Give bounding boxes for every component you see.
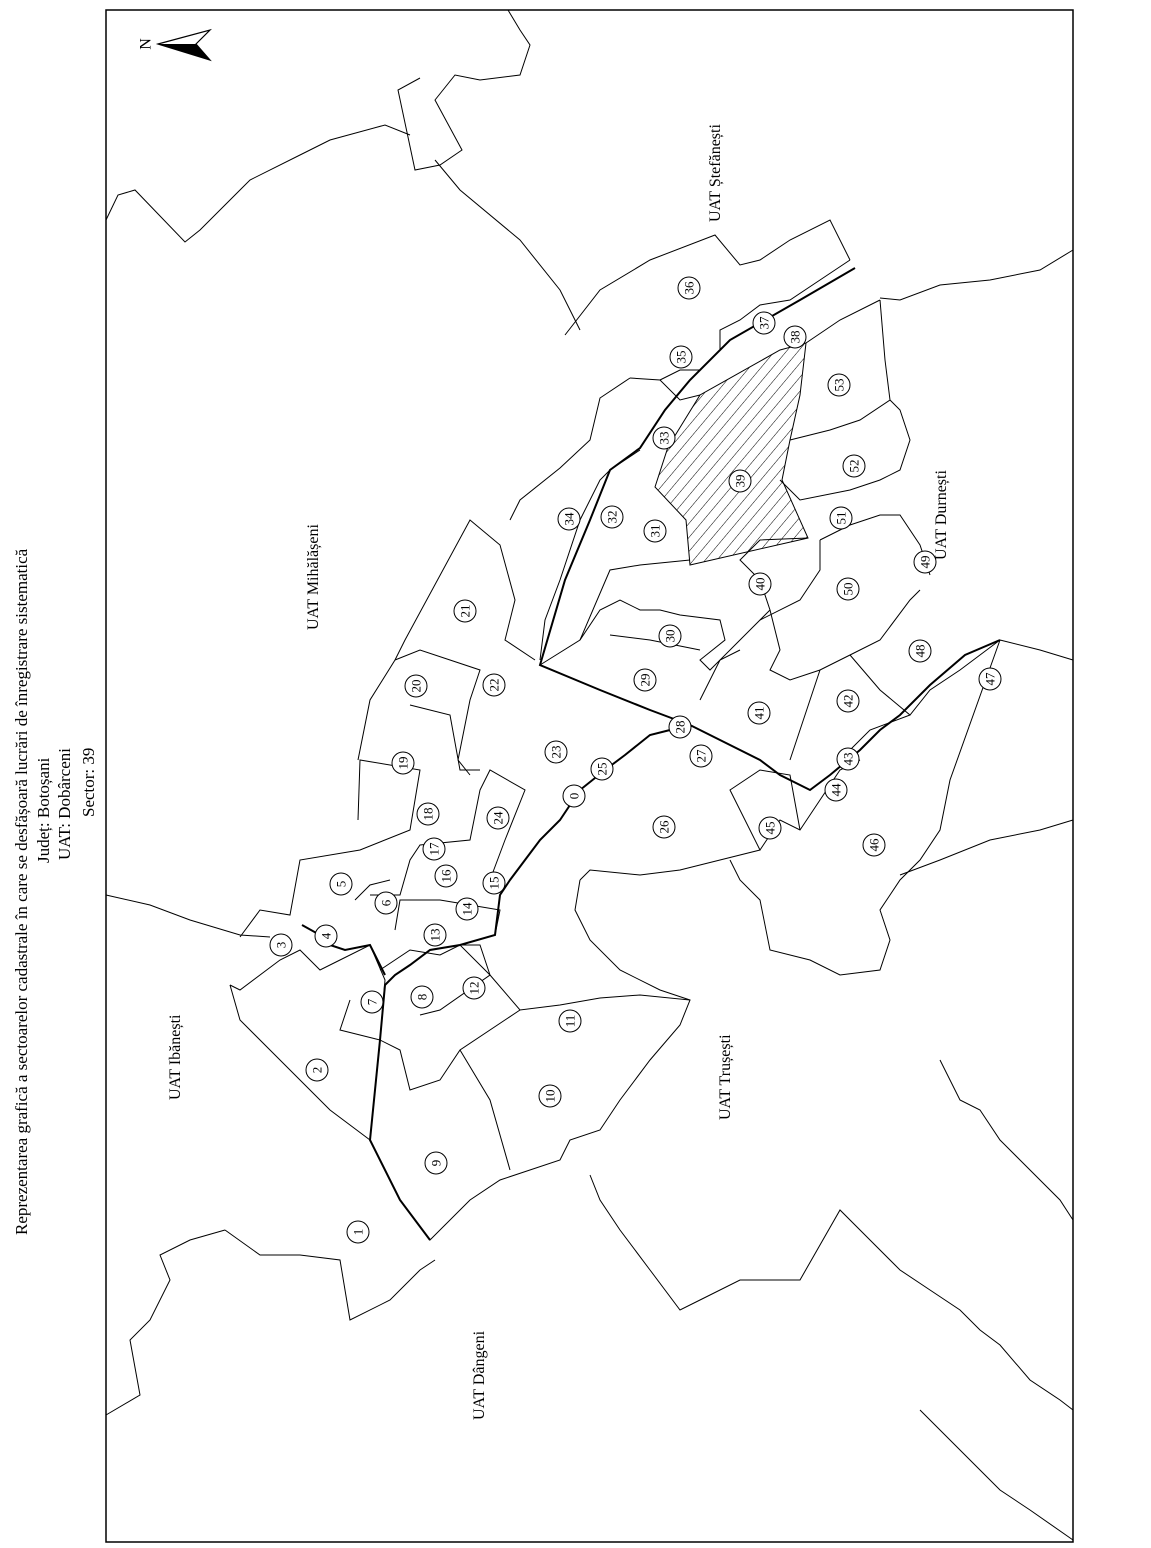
sector-number: 2	[309, 1066, 325, 1074]
neighbor-mihalaseni: UAT Mihălășeni	[305, 524, 322, 630]
sector-markers	[270, 277, 1001, 1243]
sector-number: 27	[693, 749, 709, 763]
sector-marker-11[interactable]	[559, 1010, 581, 1032]
sector-marker-9[interactable]	[425, 1152, 447, 1174]
sector-marker-22[interactable]	[483, 674, 505, 696]
sector-number: 6	[378, 899, 394, 907]
sector-number: 20	[408, 679, 424, 693]
sector-number: 41	[751, 706, 767, 720]
sector-marker-1[interactable]	[347, 1221, 369, 1243]
sector-number: 14	[459, 902, 475, 916]
sector-marker-30[interactable]	[659, 625, 681, 647]
sector-number: 45	[762, 821, 778, 835]
sector-number: 23	[548, 745, 564, 759]
sector-marker-47[interactable]	[979, 668, 1001, 690]
sector-number: 34	[561, 512, 577, 526]
sector-number: 22	[486, 678, 502, 692]
sector-marker-17[interactable]	[423, 838, 445, 860]
sector-number: 24	[490, 811, 506, 825]
sector-marker-25[interactable]	[591, 758, 613, 780]
sector-number: 7	[364, 998, 380, 1006]
sector-number: 47	[982, 672, 998, 686]
sector-marker-37[interactable]	[753, 312, 775, 334]
sector-marker-48[interactable]	[909, 640, 931, 662]
sector-marker-35[interactable]	[670, 346, 692, 368]
sector-39-area	[655, 343, 808, 565]
sector-marker-10[interactable]	[539, 1085, 561, 1107]
sector-number: 49	[917, 555, 933, 569]
sector-marker-52[interactable]	[843, 455, 865, 477]
sector-marker-27[interactable]	[690, 745, 712, 767]
sector-number: 32	[604, 510, 620, 524]
sector-marker-20[interactable]	[405, 675, 427, 697]
uat-label: UAT: Dobârceni	[55, 748, 74, 860]
sector-marker-45[interactable]	[759, 817, 781, 839]
sector-marker-26[interactable]	[653, 816, 675, 838]
sector-number: 15	[486, 876, 502, 890]
sector-marker-34[interactable]	[558, 508, 580, 530]
sector-marker-46[interactable]	[863, 834, 885, 856]
sector-number: 43	[840, 752, 856, 766]
sector-number: 29	[637, 673, 653, 687]
sector-marker-15[interactable]	[483, 872, 505, 894]
sector-number: 4	[318, 932, 334, 940]
sector-marker-4[interactable]	[315, 925, 337, 947]
neighbor-durnesti: UAT Durnești	[933, 470, 950, 560]
sector-marker-7[interactable]	[361, 991, 383, 1013]
sector-number: 53	[831, 378, 847, 392]
sector-marker-0[interactable]	[563, 785, 585, 807]
sector-number: 48	[912, 644, 928, 658]
sector-marker-33[interactable]	[653, 427, 675, 449]
sector-marker-39[interactable]	[729, 470, 751, 492]
sector-number: 10	[542, 1089, 558, 1103]
sector-marker-44[interactable]	[825, 779, 847, 801]
north-label: N	[137, 38, 155, 50]
sector-number: 46	[866, 838, 882, 852]
sector-number: 16	[438, 869, 454, 883]
sector-number: 1	[350, 1228, 366, 1236]
sector-marker-49[interactable]	[914, 551, 936, 573]
sector-marker-24[interactable]	[487, 807, 509, 829]
sector-boundaries	[230, 260, 1000, 1240]
sector-number: 9	[428, 1159, 444, 1167]
sector-marker-32[interactable]	[601, 506, 623, 528]
sector-marker-18[interactable]	[417, 803, 439, 825]
sector-number: 0	[566, 792, 582, 800]
sector-number: 40	[752, 577, 768, 591]
sector-marker-13[interactable]	[424, 924, 446, 946]
sector-marker-12[interactable]	[463, 977, 485, 999]
sector-number: 8	[414, 993, 430, 1001]
sector-marker-8[interactable]	[411, 986, 433, 1008]
sector-number: 51	[833, 511, 849, 525]
sector-number: 5	[333, 880, 349, 888]
sector-number: 31	[647, 524, 663, 538]
sector-marker-38[interactable]	[784, 326, 806, 348]
sector-marker-23[interactable]	[545, 741, 567, 763]
sector-number: 30	[662, 629, 678, 643]
sector-number: 37	[756, 316, 772, 330]
sector-number: 33	[656, 431, 672, 445]
sector-marker-42[interactable]	[837, 690, 859, 712]
sector-number: 44	[828, 783, 844, 797]
sector-marker-31[interactable]	[644, 520, 666, 542]
sector-number: 12	[466, 981, 482, 995]
sector-number: 38	[787, 330, 803, 344]
county-label: Județ: Botoșani	[34, 757, 53, 863]
sector-marker-43[interactable]	[837, 748, 859, 770]
map-frame	[106, 10, 1073, 1542]
neighbor-ibanesti: UAT Ibănești	[167, 1014, 184, 1100]
map-title: Reprezentarea grafică a sectoarelor cadastrale în care se desfășoară lucrări de înregistrare sistematică	[12, 548, 31, 1235]
sector-number: 42	[840, 694, 856, 708]
sector-number: 50	[840, 582, 856, 596]
sector-number: 52	[846, 459, 862, 473]
sector-marker-19[interactable]	[392, 752, 414, 774]
sector-number: 18	[420, 807, 436, 821]
sector-marker-29[interactable]	[634, 669, 656, 691]
neighbor-trusesti: UAT Trușești	[717, 1034, 734, 1120]
sector-marker-16[interactable]	[435, 865, 457, 887]
sector-marker-28[interactable]	[669, 716, 691, 738]
north-arrow-icon	[138, 30, 211, 60]
neighbor-stefanesti: UAT Ștefănești	[707, 124, 724, 222]
sector-marker-53[interactable]	[828, 374, 850, 396]
sector-marker-2[interactable]	[306, 1059, 328, 1081]
sector-marker-5[interactable]	[330, 873, 352, 895]
neighbor-dangeni: UAT Dângeni	[471, 1330, 488, 1420]
sector-number: 3	[273, 941, 289, 949]
sector-number: 11	[562, 1014, 578, 1028]
neighbor-boundaries	[106, 10, 1073, 1540]
sector-marker-50[interactable]	[837, 578, 859, 600]
sector-marker-3[interactable]	[270, 934, 292, 956]
sector-marker-21[interactable]	[454, 600, 476, 622]
sector-marker-51[interactable]	[830, 507, 852, 529]
sector-label: Sector: 39	[79, 747, 98, 817]
sector-number: 36	[681, 281, 697, 295]
sector-marker-40[interactable]	[749, 573, 771, 595]
sector-marker-6[interactable]	[375, 892, 397, 914]
sector-marker-36[interactable]	[678, 277, 700, 299]
sector-number: 21	[457, 604, 473, 618]
sector-number: 25	[594, 762, 610, 776]
sector-number: 35	[673, 350, 689, 364]
sector-number: 39	[732, 474, 748, 488]
sector-marker-14[interactable]	[456, 898, 478, 920]
sector-number: 28	[672, 720, 688, 734]
sector-number: 13	[427, 928, 443, 942]
sector-number: 17	[426, 842, 442, 856]
sector-number: 19	[395, 756, 411, 770]
sector-marker-41[interactable]	[748, 702, 770, 724]
sector-number: 26	[656, 820, 672, 834]
